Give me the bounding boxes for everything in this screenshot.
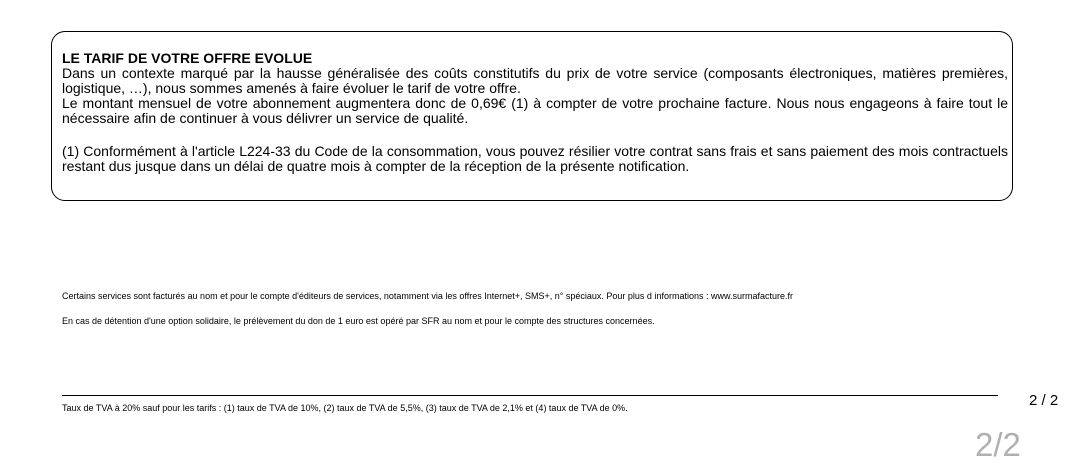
notice-paragraph-context: Dans un contexte marqué par la hausse généralisée des coûts constitutifs du prix de votre service (composants électroniques, matières premières, logistique, …), nous sommes amenés à faire évoluer le tarif de votre offre. <box>62 65 1008 96</box>
fine-print-solidarity-option: En cas de détention d'une option solidaire, le prélèvement du don de 1 euro est opéré par SFR au nom et pour le compte des structures concernées. <box>62 316 655 326</box>
page-number: 2 / 2 <box>1029 392 1059 409</box>
notice-title: LE TARIF DE VOTRE OFFRE EVOLUE <box>62 50 313 66</box>
footer-separator <box>62 395 998 396</box>
notice-footnote: (1) Conformément à l'article L224-33 du Code de la consommation, vous pouvez résilier votre contrat sans frais et sans paiement des mois contractuels restant dus jusque dans un délai de quatre mois à compter de la réception de la présente notification. <box>62 143 1008 174</box>
viewer-page-indicator: 2/2 <box>975 426 1021 463</box>
notice-spacer <box>62 126 1008 144</box>
tariff-notice-box <box>51 31 1013 201</box>
notice-paragraph-increase: Le montant mensuel de votre abonnement augmentera donc de 0,69€ (1) à compter de votre prochaine facture. Nous nous engageons à faire tout le nécessaire afin de continuer à vous délivrer un service de qualité. <box>62 95 1008 126</box>
fine-print-third-party-services: Certains services sont facturés au nom et pour le compte d'éditeurs de services, notamment via les offres Internet+, SMS+, n° spéciaux. Pour plus d informations : www.surmafacture.fr <box>62 291 793 301</box>
vat-rates-note: Taux de TVA à 20% sauf pour les tarifs : (1) taux de TVA de 10%, (2) taux de TVA de 5,5%, (3) taux de TVA de 2,1% et (4) taux de TVA de 0%. <box>62 403 628 413</box>
